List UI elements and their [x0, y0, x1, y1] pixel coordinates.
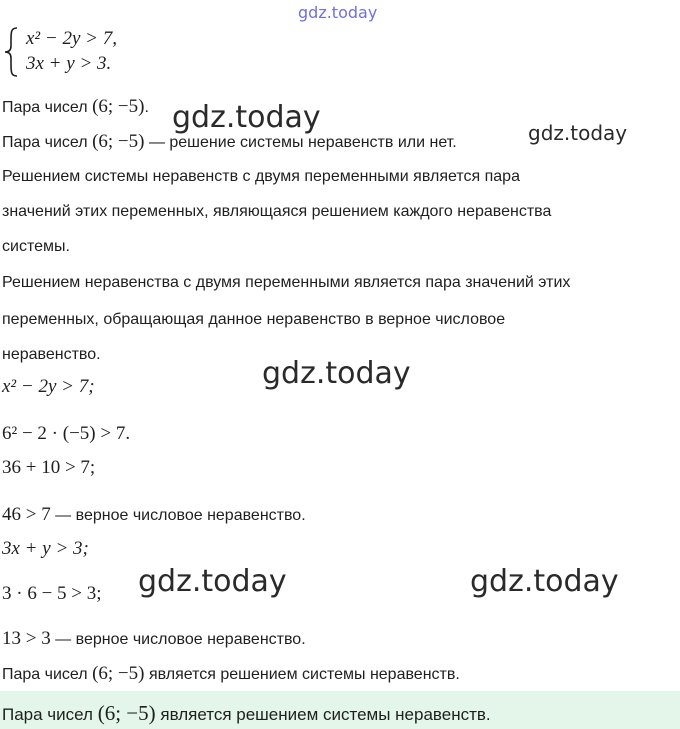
definition-2-line-2: переменных, обращающая данное неравенство в верное числовое	[2, 311, 506, 328]
system-eq-1: x² − 2y > 7,	[26, 28, 117, 49]
definition-1-line-1: Решением системы неравенств с двумя переменными является пара	[2, 168, 520, 185]
true-inequality-text: — верное числовое неравенство.	[55, 631, 306, 648]
question-line	[2, 131, 457, 153]
calc-result-1	[2, 504, 306, 526]
watermark-3: gdz.today	[262, 356, 411, 391]
pair-value: (6; −5)	[92, 663, 145, 684]
result-math-2: 13 > 3	[2, 628, 51, 649]
conclusion-text: является решением системы неравенств.	[160, 705, 491, 724]
calc-inequality-2: 3x + y > 3;	[2, 538, 89, 559]
calc-result-2	[2, 628, 306, 650]
definition-2-line-3: неравенство.	[2, 346, 101, 363]
pair-label: Пара чисел	[2, 99, 88, 116]
pair-label: Пара чисел	[2, 666, 88, 683]
calc-substitution-2: 3 · 6 − 5 > 3;	[2, 583, 102, 604]
definition-1-line-2: значений этих переменных, являющаяся решением каждого неравенства	[2, 203, 552, 220]
task-line	[2, 96, 149, 118]
watermark-2: gdz.today	[528, 121, 628, 145]
watermark-4: gdz.today	[138, 564, 287, 599]
pair-value: (6; −5)	[92, 131, 145, 152]
result-math-1: 46 > 7	[2, 504, 51, 525]
watermark-5: gdz.today	[470, 564, 619, 599]
question-text: — решение системы неравенств или нет.	[148, 134, 457, 151]
pair-label: Пара чисел	[2, 705, 93, 724]
calc-substitution-1: 6² − 2 · (−5) > 7.	[2, 423, 131, 444]
true-inequality-text: — верное числовое неравенство.	[55, 507, 306, 524]
system-eq-2: 3x + y > 3.	[26, 53, 112, 74]
system-brace	[2, 26, 22, 78]
pair-value: (6; −5)	[92, 96, 145, 117]
conclusion-line	[2, 663, 460, 685]
watermark-top: gdz.today	[298, 3, 378, 22]
calc-simplify-1: 36 + 10 > 7;	[2, 457, 96, 478]
answer-box	[0, 691, 680, 729]
pair-value: (6; −5)	[97, 701, 156, 725]
conclusion-text: является решением системы неравенств.	[148, 666, 460, 683]
calc-inequality-1: x² − 2y > 7;	[2, 376, 95, 397]
pair-label: Пара чисел	[2, 134, 88, 151]
definition-2-line-1: Решением неравенства с двумя переменными является пара значений этих	[2, 274, 571, 291]
watermark-1: gdz.today	[172, 100, 321, 135]
definition-1-line-3: системы.	[2, 238, 70, 255]
answer-line	[2, 701, 491, 726]
period: .	[144, 99, 149, 116]
